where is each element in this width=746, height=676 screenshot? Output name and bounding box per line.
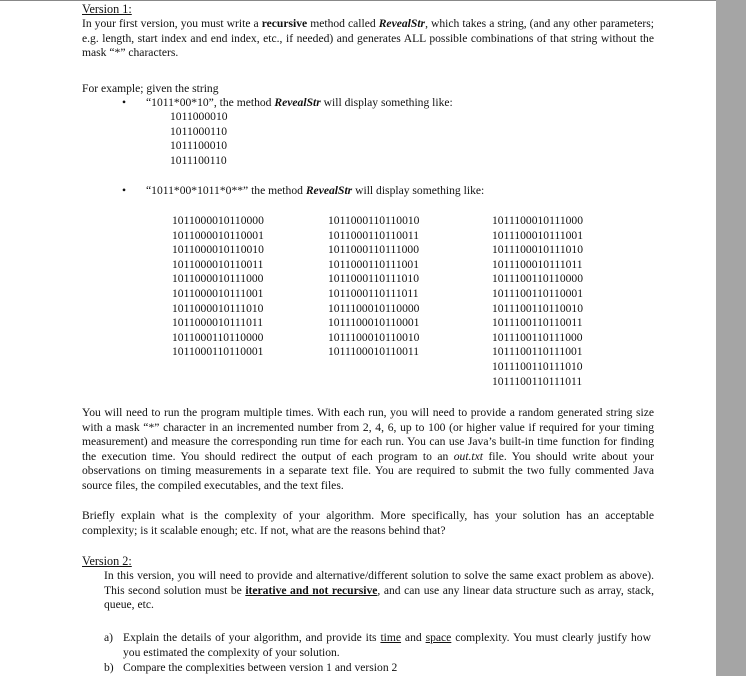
example1-text <box>146 96 453 111</box>
complexity-text: Briefly explain what is the complexity of your algorithm. More specifically, has your solution has an acceptable complexity; is it scalable enough; etc. If not, what are the reasons behind that? <box>82 509 654 537</box>
example2-lead: “1011*00*1011*0**” the method <box>146 184 306 197</box>
example2-output: 1011000010110010 <box>172 243 264 257</box>
example2-output: 1011100010111011 <box>492 257 583 271</box>
example2-output: 1011100110110011 <box>492 316 583 330</box>
item-a-text-2: and <box>401 631 426 644</box>
example2-output: 1011100010111001 <box>492 228 584 242</box>
right-scrollbar-area[interactable] <box>716 0 746 676</box>
run-text-a: You will need to run the program multiple times. With each run, you will need to provide a random generated string size with a mask “*” character in an incremented number from 2, 4, 6, up to 100 (or higher value if required for your timing measurement) and measure the corresponding run time for each run. You can use Java’s built-in time function for finding the execution time. You should redirect the output of each program to an <box>82 406 654 463</box>
example2-output: 1011000110111000 <box>328 243 420 257</box>
example2-output: 1011000010111011 <box>172 316 264 330</box>
item-a-space: space <box>425 631 452 644</box>
example2-output: 1011000010111001 <box>172 286 264 300</box>
example2-tail: will display something like: <box>352 184 485 197</box>
version2-intro-a: In this version, you will need to provide and alternative/different solution to solve the same exact problem as above). This second solution must be <box>104 569 654 597</box>
intro-text-2: method called <box>307 17 379 30</box>
example2-output: 1011100110110000 <box>492 272 584 286</box>
run-instructions-paragraph <box>82 406 654 494</box>
example2-column-3 <box>492 214 583 389</box>
example2-output: 1011000110110000 <box>172 330 264 344</box>
intro-method-name: RevealStr <box>378 17 426 30</box>
example2-column-1 <box>172 214 264 360</box>
example1-outputs <box>170 110 228 168</box>
version2-heading <box>82 554 654 570</box>
example1-output: 1011000010 <box>170 110 228 123</box>
example2-output: 1011100110111001 <box>492 345 583 359</box>
version1-heading-text: Version 1: <box>82 2 132 16</box>
intro-text-1: In your first version, you must write a <box>82 17 262 30</box>
example2-output: 1011000010110000 <box>172 214 264 227</box>
example2-output: 1011100010110010 <box>328 330 420 344</box>
example2-output: 1011000010110011 <box>172 257 264 271</box>
top-border-line <box>0 0 716 1</box>
run-output-filename: out.txt <box>453 449 484 463</box>
example2-output: 1011000010110001 <box>172 228 264 242</box>
version2-intro-b: , and can use any linear data structure such as array, stack, queue, etc. <box>104 583 655 612</box>
example1-tail: will display something like: <box>320 96 453 109</box>
intro-text-3: , which takes a string, (and any other parameters; e.g. length, start index and end index, etc., if needed) and generates ALL possible combinations of that string without the mask “*” characters. <box>82 17 654 60</box>
bullet-icon: • <box>122 96 127 109</box>
example2-output: 1011000110111010 <box>328 272 420 286</box>
example2-output: 1011100010111010 <box>492 243 584 257</box>
example2-output: 1011000010111010 <box>172 301 264 315</box>
example2-text <box>146 184 484 199</box>
item-b-text: Compare the complexities between version 1 and version 2 <box>123 661 398 674</box>
example2-output: 1011000110111011 <box>328 286 419 300</box>
example1-output: 1011100010 <box>170 139 228 153</box>
example2-output: 1011100010110011 <box>328 345 420 359</box>
complexity-paragraph <box>82 509 654 538</box>
example2-output: 1011000110110001 <box>172 345 264 359</box>
run-text-b: file. You should write about your observations on timing measurements in a separate text file. You are required to submit the two fully commented Java source files, the compiled executables, and the text files. <box>82 449 654 492</box>
version1-intro-paragraph <box>82 17 654 61</box>
version1-heading <box>82 2 654 18</box>
example2-output: 1011100110111011 <box>492 374 583 388</box>
example2-output: 1011100110111010 <box>492 359 583 373</box>
for-example-text: For example; given the string <box>82 82 219 95</box>
intro-recursive-emph: recursive <box>261 17 308 30</box>
example2-output: 1011100010110001 <box>328 316 420 330</box>
example2-output: 1011100010110000 <box>328 301 420 315</box>
for-example-label <box>82 82 654 97</box>
example1-output: 1011000110 <box>170 124 228 138</box>
item-b-marker: b) <box>104 661 114 674</box>
item-a-text-1: Explain the details of your algorithm, and provide its <box>123 631 381 644</box>
version2-heading-text: Version 2: <box>82 554 132 568</box>
example2-method: RevealStr <box>305 184 353 197</box>
item-a-marker: a) <box>104 631 114 644</box>
example1-lead: “1011*00*10”, the method <box>146 96 275 109</box>
item-a-text-3: complexity. You must clearly justify how you estimated the complexity of your solution. <box>123 631 651 659</box>
example2-output: 1011000010111000 <box>172 272 264 286</box>
version2-intro-paragraph <box>104 569 654 613</box>
example2-output: 1011000110110011 <box>328 228 420 242</box>
example2-output: 1011000110111001 <box>328 257 420 271</box>
item-a-time: time <box>380 631 402 644</box>
example2-output: 1011100110110010 <box>492 301 584 315</box>
bullet-icon: • <box>122 184 127 197</box>
example2-output: 1011000110110010 <box>328 214 420 227</box>
version2-iterative-emph: iterative and not recursive <box>245 583 378 597</box>
example2-output: 1011100110111000 <box>492 330 583 344</box>
example1-output: 1011100110 <box>170 153 227 167</box>
example2-column-2 <box>328 214 419 360</box>
example1-method: RevealStr <box>274 96 321 109</box>
example2-output: 1011100110110001 <box>492 286 584 300</box>
example2-output: 1011100010111000 <box>492 214 584 227</box>
